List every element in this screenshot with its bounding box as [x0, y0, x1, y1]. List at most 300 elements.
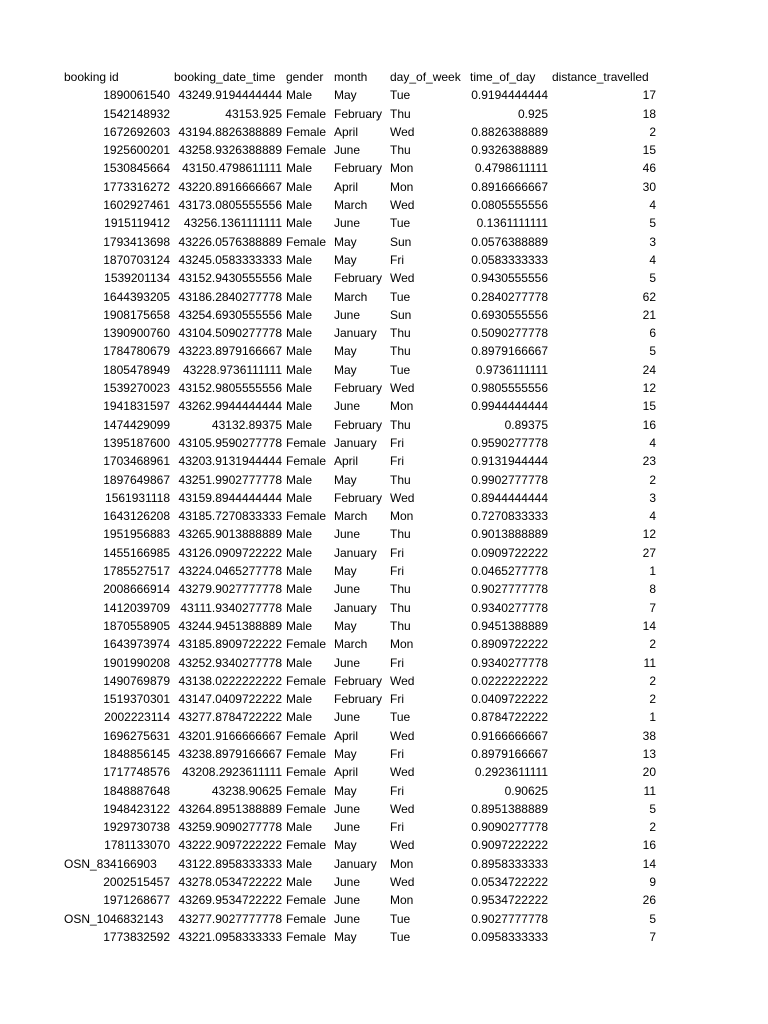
booking-date-time-cell[interactable]: 43223.8979166667	[178, 344, 282, 359]
gender-cell[interactable]: Male	[286, 582, 313, 597]
booking-date-time-cell[interactable]: 43277.9027777778	[178, 911, 282, 926]
booking-id-cell[interactable]: 1951956883	[103, 527, 170, 542]
distance-travelled-cell[interactable]: 3	[649, 490, 656, 505]
booking-id-cell[interactable]: 1941831597	[103, 399, 170, 414]
gender-cell[interactable]: Male	[286, 545, 313, 560]
day-of-week-cell[interactable]: Thu	[390, 582, 411, 597]
booking-date-time-cell[interactable]: 43278.0534722222	[178, 875, 282, 890]
time-of-day-cell[interactable]: 0.9131944444	[471, 454, 548, 469]
month-cell[interactable]: January	[334, 856, 377, 871]
booking-id-cell[interactable]: 2002223114	[104, 710, 170, 725]
booking-id-cell[interactable]: 1805478949	[103, 362, 170, 377]
month-cell[interactable]: February	[334, 161, 383, 176]
distance-travelled-cell[interactable]: 6	[649, 326, 656, 341]
time-of-day-cell[interactable]: 0.9944444444	[471, 399, 548, 414]
month-cell[interactable]: May	[334, 234, 357, 249]
header-booking-date-time[interactable]: booking_date_time	[174, 70, 276, 84]
distance-travelled-cell[interactable]: 9	[649, 875, 656, 890]
gender-cell[interactable]: Male	[286, 655, 313, 670]
time-of-day-cell[interactable]: 0.90625	[504, 783, 548, 798]
month-cell[interactable]: April	[334, 124, 359, 139]
month-cell[interactable]: April	[334, 728, 359, 743]
gender-cell[interactable]: Male	[286, 198, 313, 213]
distance-travelled-cell[interactable]: 46	[642, 161, 656, 176]
booking-id-cell[interactable]: 1643973974	[103, 637, 170, 652]
distance-travelled-cell[interactable]: 2	[649, 692, 656, 707]
gender-cell[interactable]: Female	[286, 838, 327, 853]
distance-travelled-cell[interactable]: 15	[642, 143, 656, 158]
distance-travelled-cell[interactable]: 38	[642, 728, 656, 743]
booking-date-time-cell[interactable]: 43221.0958333333	[178, 929, 282, 944]
booking-id-cell[interactable]: 1490769879	[103, 673, 170, 688]
distance-travelled-cell[interactable]: 5	[649, 911, 656, 926]
gender-cell[interactable]: Male	[286, 875, 313, 890]
day-of-week-cell[interactable]: Wed	[390, 381, 415, 396]
distance-travelled-cell[interactable]: 16	[642, 838, 656, 853]
gender-cell[interactable]: Male	[286, 692, 313, 707]
time-of-day-cell[interactable]: 0.89375	[504, 417, 548, 432]
distance-travelled-cell[interactable]: 26	[642, 893, 656, 908]
booking-id-cell[interactable]: 1696275631	[103, 728, 170, 743]
booking-date-time-cell[interactable]: 43259.9090277778	[178, 820, 282, 835]
time-of-day-cell[interactable]: 0.9326388889	[471, 143, 548, 158]
booking-id-cell[interactable]: 1539201134	[104, 271, 170, 286]
booking-id-cell[interactable]: 1890061540	[103, 88, 170, 103]
gender-cell[interactable]: Male	[286, 564, 313, 579]
distance-travelled-cell[interactable]: 2	[649, 124, 656, 139]
day-of-week-cell[interactable]: Mon	[390, 856, 414, 871]
time-of-day-cell[interactable]: 0.0534722222	[471, 875, 548, 890]
time-of-day-cell[interactable]: 0.8958333333	[471, 856, 548, 871]
day-of-week-cell[interactable]: Thu	[390, 618, 411, 633]
time-of-day-cell[interactable]: 0.4798611111	[474, 161, 548, 176]
distance-travelled-cell[interactable]: 8	[649, 582, 656, 597]
booking-date-time-cell[interactable]: 43238.90625	[211, 783, 282, 798]
booking-id-cell[interactable]: 2002515457	[103, 875, 170, 890]
time-of-day-cell[interactable]: 0.925	[517, 106, 548, 121]
day-of-week-cell[interactable]: Mon	[390, 509, 414, 524]
day-of-week-cell[interactable]: Thu	[390, 106, 411, 121]
booking-id-cell[interactable]: OSN_834166903	[64, 856, 157, 871]
time-of-day-cell[interactable]: 0.9027777778	[471, 582, 548, 597]
time-of-day-cell[interactable]: 0.0909722222	[471, 545, 548, 560]
gender-cell[interactable]: Male	[286, 472, 313, 487]
booking-date-time-cell[interactable]: 43224.0465277778	[178, 564, 282, 579]
distance-travelled-cell[interactable]: 14	[642, 856, 656, 871]
distance-travelled-cell[interactable]: 3	[649, 234, 656, 249]
day-of-week-cell[interactable]: Tue	[390, 929, 411, 944]
booking-id-cell[interactable]: 1703468961	[103, 454, 170, 469]
gender-cell[interactable]: Male	[286, 490, 313, 505]
month-cell[interactable]: March	[334, 509, 368, 524]
gender-cell[interactable]: Male	[286, 289, 313, 304]
distance-travelled-cell[interactable]: 24	[642, 362, 656, 377]
month-cell[interactable]: June	[334, 527, 361, 542]
booking-date-time-cell[interactable]: 43104.5090277778	[178, 326, 282, 341]
distance-travelled-cell[interactable]: 2	[649, 637, 656, 652]
time-of-day-cell[interactable]: 0.9194444444	[471, 88, 548, 103]
month-cell[interactable]: January	[334, 326, 377, 341]
month-cell[interactable]: April	[334, 765, 359, 780]
month-cell[interactable]: June	[334, 875, 361, 890]
booking-date-time-cell[interactable]: 43105.9590277778	[178, 435, 282, 450]
month-cell[interactable]: February	[334, 490, 383, 505]
month-cell[interactable]: May	[334, 472, 357, 487]
gender-cell[interactable]: Male	[286, 527, 313, 542]
month-cell[interactable]: May	[334, 362, 357, 377]
time-of-day-cell[interactable]: 0.2840277778	[471, 289, 548, 304]
month-cell[interactable]: February	[334, 106, 383, 121]
day-of-week-cell[interactable]: Fri	[390, 746, 404, 761]
day-of-week-cell[interactable]: Thu	[390, 600, 411, 615]
month-cell[interactable]: May	[334, 344, 357, 359]
day-of-week-cell[interactable]: Fri	[390, 783, 404, 798]
time-of-day-cell[interactable]: 0.8826388889	[471, 124, 548, 139]
gender-cell[interactable]: Male	[286, 381, 313, 396]
distance-travelled-cell[interactable]: 23	[642, 454, 656, 469]
gender-cell[interactable]: Male	[286, 600, 313, 615]
day-of-week-cell[interactable]: Tue	[390, 911, 411, 926]
booking-id-cell[interactable]: 1717748576	[103, 765, 170, 780]
gender-cell[interactable]: Female	[286, 728, 327, 743]
month-cell[interactable]: March	[334, 198, 368, 213]
time-of-day-cell[interactable]: 0.9430555556	[471, 271, 548, 286]
distance-travelled-cell[interactable]: 62	[642, 289, 656, 304]
booking-id-cell[interactable]: 1602927461	[103, 198, 170, 213]
booking-id-cell[interactable]: OSN_1046832143	[64, 911, 164, 926]
month-cell[interactable]: May	[334, 838, 357, 853]
booking-date-time-cell[interactable]: 43251.9902777778	[178, 472, 282, 487]
month-cell[interactable]: May	[334, 564, 357, 579]
booking-id-cell[interactable]: 1561931118	[105, 490, 170, 505]
time-of-day-cell[interactable]: 0.8979166667	[471, 344, 548, 359]
gender-cell[interactable]: Female	[286, 765, 327, 780]
time-of-day-cell[interactable]: 0.5090277778	[471, 326, 548, 341]
day-of-week-cell[interactable]: Sun	[390, 234, 412, 249]
time-of-day-cell[interactable]: 0.0576388889	[471, 234, 548, 249]
booking-date-time-cell[interactable]: 43150.4798611111	[182, 161, 282, 176]
month-cell[interactable]: May	[334, 618, 357, 633]
time-of-day-cell[interactable]: 0.9090277778	[471, 820, 548, 835]
day-of-week-cell[interactable]: Sun	[390, 307, 412, 322]
distance-travelled-cell[interactable]: 15	[642, 399, 656, 414]
booking-id-cell[interactable]: 1901990208	[103, 655, 170, 670]
booking-date-time-cell[interactable]: 43185.8909722222	[178, 637, 282, 652]
month-cell[interactable]: June	[334, 801, 361, 816]
time-of-day-cell[interactable]: 0.7270833333	[471, 509, 548, 524]
distance-travelled-cell[interactable]: 4	[649, 252, 656, 267]
distance-travelled-cell[interactable]: 7	[649, 600, 656, 615]
booking-id-cell[interactable]: 1848856145	[103, 746, 170, 761]
day-of-week-cell[interactable]: Wed	[390, 875, 415, 890]
gender-cell[interactable]: Female	[286, 234, 327, 249]
month-cell[interactable]: May	[334, 746, 357, 761]
booking-date-time-cell[interactable]: 43269.9534722222	[178, 893, 282, 908]
time-of-day-cell[interactable]: 0.8944444444	[471, 490, 548, 505]
day-of-week-cell[interactable]: Fri	[390, 655, 404, 670]
gender-cell[interactable]: Female	[286, 637, 327, 652]
booking-date-time-cell[interactable]: 43132.89375	[211, 417, 282, 432]
distance-travelled-cell[interactable]: 13	[642, 746, 656, 761]
gender-cell[interactable]: Female	[286, 801, 327, 816]
gender-cell[interactable]: Male	[286, 88, 313, 103]
gender-cell[interactable]: Female	[286, 783, 327, 798]
booking-date-time-cell[interactable]: 43264.8951388889	[178, 801, 282, 816]
day-of-week-cell[interactable]: Thu	[390, 472, 411, 487]
distance-travelled-cell[interactable]: 5	[649, 271, 656, 286]
booking-date-time-cell[interactable]: 43201.9166666667	[178, 728, 282, 743]
month-cell[interactable]: February	[334, 271, 383, 286]
day-of-week-cell[interactable]: Mon	[390, 399, 414, 414]
gender-cell[interactable]: Female	[286, 929, 327, 944]
time-of-day-cell[interactable]: 0.0958333333	[471, 929, 548, 944]
day-of-week-cell[interactable]: Fri	[390, 820, 404, 835]
day-of-week-cell[interactable]: Thu	[390, 417, 411, 432]
month-cell[interactable]: June	[334, 143, 361, 158]
gender-cell[interactable]: Male	[286, 179, 313, 194]
day-of-week-cell[interactable]: Mon	[390, 893, 414, 908]
time-of-day-cell[interactable]: 0.8916666667	[471, 179, 548, 194]
month-cell[interactable]: January	[334, 600, 377, 615]
day-of-week-cell[interactable]: Fri	[390, 545, 404, 560]
time-of-day-cell[interactable]: 0.9097222222	[471, 838, 548, 853]
month-cell[interactable]: June	[334, 582, 361, 597]
booking-date-time-cell[interactable]: 43111.9340277778	[180, 600, 282, 615]
time-of-day-cell[interactable]: 0.8979166667	[471, 746, 548, 761]
gender-cell[interactable]: Male	[286, 252, 313, 267]
time-of-day-cell[interactable]: 0.0465277778	[471, 564, 548, 579]
time-of-day-cell[interactable]: 0.2923611111	[474, 765, 548, 780]
day-of-week-cell[interactable]: Wed	[390, 673, 415, 688]
booking-date-time-cell[interactable]: 43220.8916666667	[178, 179, 282, 194]
day-of-week-cell[interactable]: Fri	[390, 564, 404, 579]
header-day-of-week[interactable]: day_of_week	[390, 70, 461, 84]
booking-date-time-cell[interactable]: 43249.9194444444	[178, 88, 282, 103]
booking-date-time-cell[interactable]: 43138.0222222222	[178, 673, 282, 688]
booking-date-time-cell[interactable]: 43279.9027777778	[178, 582, 282, 597]
day-of-week-cell[interactable]: Tue	[390, 710, 411, 725]
booking-date-time-cell[interactable]: 43186.2840277778	[178, 289, 282, 304]
time-of-day-cell[interactable]: 0.9166666667	[471, 728, 548, 743]
booking-id-cell[interactable]: 1925600201	[103, 143, 170, 158]
gender-cell[interactable]: Female	[286, 746, 327, 761]
booking-date-time-cell[interactable]: 43185.7270833333	[178, 509, 282, 524]
header-time-of-day[interactable]: time_of_day	[470, 70, 536, 84]
day-of-week-cell[interactable]: Wed	[390, 490, 415, 505]
booking-date-time-cell[interactable]: 43208.2923611111	[182, 765, 282, 780]
gender-cell[interactable]: Male	[286, 856, 313, 871]
booking-date-time-cell[interactable]: 43203.9131944444	[178, 454, 282, 469]
booking-id-cell[interactable]: 1971268677	[103, 893, 170, 908]
day-of-week-cell[interactable]: Wed	[390, 765, 415, 780]
booking-date-time-cell[interactable]: 43226.0576388889	[178, 234, 282, 249]
booking-id-cell[interactable]: 1530845664	[103, 161, 170, 176]
booking-id-cell[interactable]: 1644393205	[103, 289, 170, 304]
distance-travelled-cell[interactable]: 18	[642, 106, 656, 121]
gender-cell[interactable]: Female	[286, 106, 327, 121]
booking-date-time-cell[interactable]: 43153.925	[225, 106, 282, 121]
time-of-day-cell[interactable]: 0.9340277778	[471, 655, 548, 670]
booking-date-time-cell[interactable]: 43258.9326388889	[178, 143, 282, 158]
booking-id-cell[interactable]: 1395187600	[103, 435, 170, 450]
gender-cell[interactable]: Male	[286, 326, 313, 341]
month-cell[interactable]: May	[334, 88, 357, 103]
day-of-week-cell[interactable]: Wed	[390, 838, 415, 853]
time-of-day-cell[interactable]: 0.9736111111	[475, 362, 548, 377]
booking-id-cell[interactable]: 1773316272	[103, 179, 170, 194]
day-of-week-cell[interactable]: Fri	[390, 435, 404, 450]
day-of-week-cell[interactable]: Thu	[390, 344, 411, 359]
day-of-week-cell[interactable]: Wed	[390, 198, 415, 213]
day-of-week-cell[interactable]: Wed	[390, 728, 415, 743]
month-cell[interactable]: May	[334, 783, 357, 798]
distance-travelled-cell[interactable]: 2	[649, 673, 656, 688]
month-cell[interactable]: June	[334, 216, 361, 231]
day-of-week-cell[interactable]: Thu	[390, 143, 411, 158]
header-booking-id[interactable]: booking id	[64, 70, 119, 84]
booking-id-cell[interactable]: 1672692603	[103, 124, 170, 139]
booking-date-time-cell[interactable]: 43122.8958333333	[178, 856, 282, 871]
day-of-week-cell[interactable]: Fri	[390, 454, 404, 469]
booking-date-time-cell[interactable]: 43147.0409722222	[178, 692, 282, 707]
booking-date-time-cell[interactable]: 43152.9805555556	[178, 381, 282, 396]
time-of-day-cell[interactable]: 0.0583333333	[471, 252, 548, 267]
booking-id-cell[interactable]: 1643126208	[103, 509, 170, 524]
booking-date-time-cell[interactable]: 43173.0805555556	[178, 198, 282, 213]
time-of-day-cell[interactable]: 0.0222222222	[471, 673, 548, 688]
booking-date-time-cell[interactable]: 43238.8979166667	[178, 746, 282, 761]
booking-id-cell[interactable]: 1785527517	[103, 564, 170, 579]
gender-cell[interactable]: Male	[286, 820, 313, 835]
month-cell[interactable]: June	[334, 399, 361, 414]
distance-travelled-cell[interactable]: 17	[642, 88, 656, 103]
booking-date-time-cell[interactable]: 43262.9944444444	[178, 399, 282, 414]
booking-id-cell[interactable]: 1948423122	[103, 801, 170, 816]
distance-travelled-cell[interactable]: 12	[642, 381, 656, 396]
time-of-day-cell[interactable]: 0.9027777778	[471, 911, 548, 926]
month-cell[interactable]: April	[334, 179, 359, 194]
distance-travelled-cell[interactable]: 1	[649, 564, 656, 579]
gender-cell[interactable]: Female	[286, 435, 327, 450]
day-of-week-cell[interactable]: Tue	[390, 289, 411, 304]
month-cell[interactable]: January	[334, 545, 377, 560]
header-month[interactable]: month	[334, 70, 368, 84]
distance-travelled-cell[interactable]: 2	[649, 820, 656, 835]
month-cell[interactable]: May	[334, 252, 357, 267]
month-cell[interactable]: April	[334, 454, 359, 469]
day-of-week-cell[interactable]: Tue	[390, 362, 411, 377]
gender-cell[interactable]: Female	[286, 454, 327, 469]
distance-travelled-cell[interactable]: 4	[649, 198, 656, 213]
gender-cell[interactable]: Male	[286, 399, 313, 414]
booking-id-cell[interactable]: 1793413698	[103, 234, 170, 249]
time-of-day-cell[interactable]: 0.9590277778	[471, 435, 548, 450]
header-gender[interactable]: gender	[286, 70, 324, 84]
gender-cell[interactable]: Male	[286, 362, 313, 377]
gender-cell[interactable]: Female	[286, 673, 327, 688]
month-cell[interactable]: June	[334, 307, 361, 322]
distance-travelled-cell[interactable]: 5	[649, 801, 656, 816]
booking-id-cell[interactable]: 1773832592	[103, 929, 170, 944]
distance-travelled-cell[interactable]: 4	[649, 509, 656, 524]
gender-cell[interactable]: Female	[286, 143, 327, 158]
time-of-day-cell[interactable]: 0.8951388889	[471, 801, 548, 816]
month-cell[interactable]: March	[334, 289, 368, 304]
booking-id-cell[interactable]: 1519370301	[103, 692, 170, 707]
distance-travelled-cell[interactable]: 5	[649, 216, 656, 231]
day-of-week-cell[interactable]: Wed	[390, 271, 415, 286]
booking-id-cell[interactable]: 1390900760	[103, 326, 170, 341]
gender-cell[interactable]: Female	[286, 509, 327, 524]
gender-cell[interactable]: Male	[286, 271, 313, 286]
distance-travelled-cell[interactable]: 27	[642, 545, 656, 560]
day-of-week-cell[interactable]: Fri	[390, 252, 404, 267]
booking-id-cell[interactable]: 1474429099	[103, 417, 170, 432]
distance-travelled-cell[interactable]: 1	[649, 710, 656, 725]
distance-travelled-cell[interactable]: 11	[643, 655, 656, 670]
distance-travelled-cell[interactable]: 5	[649, 344, 656, 359]
month-cell[interactable]: May	[334, 929, 357, 944]
booking-date-time-cell[interactable]: 43277.8784722222	[178, 710, 282, 725]
month-cell[interactable]: June	[334, 893, 361, 908]
booking-id-cell[interactable]: 1915119412	[104, 216, 170, 231]
month-cell[interactable]: June	[334, 911, 361, 926]
booking-date-time-cell[interactable]: 43256.1361111111	[183, 216, 282, 231]
time-of-day-cell[interactable]: 0.0409722222	[471, 692, 548, 707]
month-cell[interactable]: June	[334, 710, 361, 725]
day-of-week-cell[interactable]: Mon	[390, 179, 414, 194]
distance-travelled-cell[interactable]: 2	[649, 472, 656, 487]
booking-date-time-cell[interactable]: 43228.9736111111	[183, 362, 282, 377]
booking-id-cell[interactable]: 1784780679	[103, 344, 170, 359]
time-of-day-cell[interactable]: 0.6930555556	[471, 307, 548, 322]
distance-travelled-cell[interactable]: 7	[649, 929, 656, 944]
month-cell[interactable]: June	[334, 820, 361, 835]
time-of-day-cell[interactable]: 0.0805555556	[471, 198, 548, 213]
day-of-week-cell[interactable]: Tue	[390, 88, 411, 103]
distance-travelled-cell[interactable]: 30	[642, 179, 656, 194]
time-of-day-cell[interactable]: 0.9534722222	[471, 893, 548, 908]
booking-id-cell[interactable]: 1455166985	[103, 545, 170, 560]
month-cell[interactable]: February	[334, 692, 383, 707]
distance-travelled-cell[interactable]: 11	[643, 783, 656, 798]
booking-date-time-cell[interactable]: 43265.9013888889	[178, 527, 282, 542]
header-distance-travelled[interactable]: distance_travelled	[552, 70, 649, 84]
booking-id-cell[interactable]: 1897649867	[103, 472, 170, 487]
booking-id-cell[interactable]: 1929730738	[103, 820, 170, 835]
booking-date-time-cell[interactable]: 43254.6930555556	[178, 307, 282, 322]
booking-id-cell[interactable]: 1870558905	[103, 618, 170, 633]
distance-travelled-cell[interactable]: 4	[649, 435, 656, 450]
distance-travelled-cell[interactable]: 16	[642, 417, 656, 432]
month-cell[interactable]: March	[334, 637, 368, 652]
booking-id-cell[interactable]: 1542148932	[103, 106, 170, 121]
time-of-day-cell[interactable]: 0.8784722222	[471, 710, 548, 725]
booking-date-time-cell[interactable]: 43159.8944444444	[178, 490, 282, 505]
gender-cell[interactable]: Female	[286, 893, 327, 908]
booking-date-time-cell[interactable]: 43222.9097222222	[178, 838, 282, 853]
day-of-week-cell[interactable]: Thu	[390, 527, 411, 542]
time-of-day-cell[interactable]: 0.9805555556	[471, 381, 548, 396]
booking-id-cell[interactable]: 1781133070	[104, 838, 170, 853]
booking-date-time-cell[interactable]: 43245.0583333333	[178, 252, 282, 267]
day-of-week-cell[interactable]: Fri	[390, 692, 404, 707]
booking-date-time-cell[interactable]: 43152.9430555556	[178, 271, 282, 286]
gender-cell[interactable]: Male	[286, 307, 313, 322]
month-cell[interactable]: January	[334, 435, 377, 450]
distance-travelled-cell[interactable]: 20	[642, 765, 656, 780]
booking-id-cell[interactable]: 1870703124	[103, 252, 170, 267]
